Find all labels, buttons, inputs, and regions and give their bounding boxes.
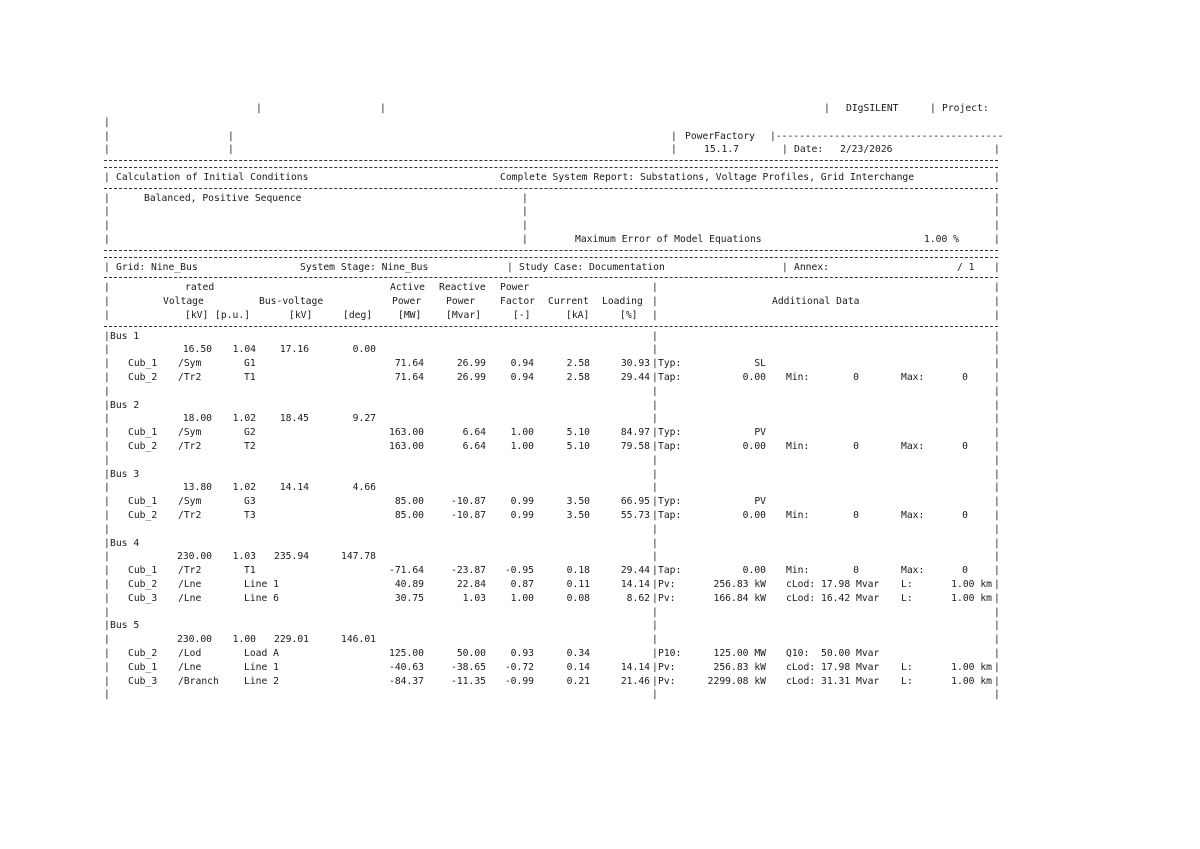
cubicle: Cub_2 — [128, 578, 158, 590]
divider — [104, 247, 1004, 254]
calc-title-line: | Calculation of Initial Conditions Complete System Report: Substations, Voltage Profiles, Grid Interchange | — [104, 171, 1000, 183]
current: 0.11 — [566, 578, 590, 590]
table-row: | Cub_2 /Tr2 T1 71.64 26.99 0.94 2.58 29.44 | Tap: 0.00 Min: 0 Max: 0 | — [104, 371, 1000, 383]
reactive-power: 22.84 — [456, 578, 486, 590]
active-power: 71.64 — [394, 371, 424, 383]
project-label: Project: — [942, 103, 989, 114]
element-class: /Lne — [178, 661, 202, 673]
divider — [104, 274, 1004, 281]
report-title: Complete System Report: Substations, Voltage Profiles, Grid Interchange — [500, 171, 915, 183]
table-row: | Cub_1 /Lne Line 1 -40.63 -38.65 -0.72 0.14 14.14 | Pv: 256.83 kW cLod: 17.98 Mvar L: 1.00 km | — [104, 661, 1000, 673]
additional-field-2: L: — [901, 592, 913, 604]
reactive-power: -38.65 — [451, 661, 486, 673]
additional-value: 0.00 — [742, 565, 766, 577]
loading: 30.93 — [620, 358, 650, 370]
voltage-pu: 1.02 — [232, 482, 256, 494]
spacer-line: | | | — [104, 606, 1000, 618]
element-name: G2 — [244, 427, 256, 439]
element-name: Line 2 — [244, 675, 279, 687]
voltage-kv: 235.94 — [274, 551, 309, 563]
element-class: /Branch — [178, 675, 219, 687]
cubicle: Cub_1 — [128, 661, 158, 673]
grid-line: | Grid: Nine_Bus System Stage: Nine_Bus | Study Case: Documentation | Annex: / 1 | — [104, 261, 1000, 273]
additional-field-2: L: — [901, 675, 913, 687]
current: 0.14 — [566, 661, 590, 673]
loading: 55.73 — [620, 509, 650, 521]
additional-label: Typ: — [658, 496, 682, 508]
voltage-pu: 1.00 — [232, 634, 256, 646]
loading: 14.14 — [620, 578, 650, 590]
bus-name-line: | Bus 3 | | — [104, 468, 1000, 480]
bus-name-line: | Bus 1 | | — [104, 330, 1000, 342]
loading: 29.44 — [620, 371, 650, 383]
current: 0.08 — [566, 592, 590, 604]
additional-min-value: 0 — [853, 565, 859, 577]
reactive-power: 26.99 — [456, 358, 486, 370]
additional-min-value: 0 — [853, 440, 859, 452]
rated-voltage: 230.00 — [177, 634, 212, 646]
active-power: 30.75 — [394, 592, 424, 604]
system-stage: System Stage: Nine_Bus — [300, 261, 429, 273]
cubicle: Cub_1 — [128, 427, 158, 439]
product-name: PowerFactory — [685, 130, 755, 142]
element-name: Line 1 — [244, 578, 279, 590]
element-name: Line 1 — [244, 661, 279, 673]
table-row: | Cub_2 /Tr2 T3 85.00 -10.87 0.99 3.50 55.73 | Tap: 0.00 Min: 0 Max: 0 | — [104, 509, 1000, 521]
bus-voltage-line: | 230.00 1.03 235.94 147.78 | | — [104, 551, 1000, 563]
element-name: T2 — [244, 440, 256, 452]
additional-value: 0.00 — [742, 371, 766, 383]
active-power: 125.00 — [389, 647, 424, 659]
product-version: 15.1.7 — [704, 144, 739, 156]
additional-data-header: Additional Data — [772, 296, 860, 308]
additional-value: 166.84 kW — [713, 592, 766, 604]
power-factor: 0.94 — [510, 371, 534, 383]
max-error-label: Maximum Error of Model Equations — [575, 234, 762, 246]
additional-max-value: 0 — [962, 371, 968, 383]
power-factor: 0.99 — [510, 509, 534, 521]
line-length: 1.00 km — [951, 661, 992, 673]
reactive-power: 26.99 — [456, 371, 486, 383]
element-name: G1 — [244, 358, 256, 370]
reactive-power: 6.64 — [462, 427, 486, 439]
cubicle: Cub_1 — [128, 358, 158, 370]
voltage-pu: 1.04 — [232, 344, 256, 356]
additional-field: cLod: 17.98 Mvar — [786, 661, 880, 673]
bus-name: Bus 4 — [110, 537, 140, 549]
grid-name: Grid: Nine_Bus — [116, 261, 198, 273]
bus-name: Bus 2 — [110, 399, 140, 411]
reactive-power: 6.64 — [462, 440, 486, 452]
rated-voltage: 16.50 — [182, 344, 212, 356]
rated-voltage: 230.00 — [177, 551, 212, 563]
additional-min-value: 0 — [853, 371, 859, 383]
divider — [104, 185, 1004, 192]
voltage-angle: 9.27 — [352, 413, 376, 425]
element-class: /Tr2 — [178, 565, 202, 577]
spacer-line: | | | — [104, 454, 1000, 466]
power-factor: -0.72 — [504, 661, 534, 673]
current: 0.18 — [566, 565, 590, 577]
cubicle: Cub_2 — [128, 647, 158, 659]
line-length: 1.00 km — [951, 578, 992, 590]
loading: 14.14 — [620, 661, 650, 673]
table-row: | Cub_3 /Lne Line 6 30.75 1.03 1.00 0.08 8.62 | Pv: 166.84 kW cLod: 16.42 Mvar L: 1.00 km | — [104, 592, 1000, 604]
additional-value: 256.83 kW — [713, 578, 766, 590]
cubicle: Cub_3 — [128, 592, 158, 604]
additional-field: Min: — [786, 565, 810, 577]
line-length: 1.00 km — [951, 675, 992, 687]
additional-label: Pv: — [658, 661, 676, 673]
current: 2.58 — [566, 371, 590, 383]
element-name: Load A — [244, 647, 279, 659]
additional-field-2: Max: — [901, 371, 925, 383]
additional-label: Tap: — [658, 371, 682, 383]
element-class: /Lod — [178, 647, 202, 659]
voltage-angle: 147.78 — [341, 551, 376, 563]
additional-max-value: 0 — [962, 565, 968, 577]
additional-max-value: 0 — [962, 440, 968, 452]
divider — [104, 164, 1004, 171]
element-class: /Tr2 — [178, 509, 202, 521]
additional-max-value: 0 — [962, 509, 968, 521]
element-name: T1 — [244, 565, 256, 577]
additional-value: 256.83 kW — [713, 661, 766, 673]
header-line-1: | | | DIgSILENT | Project: — [256, 103, 989, 114]
loading: 66.95 — [620, 496, 650, 508]
additional-field-2: L: — [901, 661, 913, 673]
divider — [104, 254, 1004, 261]
current: 5.10 — [566, 440, 590, 452]
rated-voltage: 18.00 — [182, 413, 212, 425]
bus-voltage-line: | 16.50 1.04 17.16 0.00 | | — [104, 344, 1000, 356]
additional-label: Tap: — [658, 565, 682, 577]
current: 3.50 — [566, 509, 590, 521]
header-line-4: | | | 15.1.7 | Date: 2/23/2026 | — [104, 144, 1000, 156]
vendor-name: DIgSILENT — [846, 103, 899, 114]
study-case: Study Case: Documentation — [519, 261, 665, 273]
active-power: 40.89 — [394, 578, 424, 590]
element-class: /Tr2 — [178, 440, 202, 452]
additional-field: cLod: 31.31 Mvar — [786, 675, 880, 687]
table-row: | Cub_1 /Sym G1 71.64 26.99 0.94 2.58 30.93 | Typ: SL | — [104, 358, 1000, 370]
active-power: -84.37 — [389, 675, 424, 687]
current: 3.50 — [566, 496, 590, 508]
column-header-line-2: | Voltage Bus-voltage Power Power Factor Current Loading | Additional Data | — [104, 296, 1000, 308]
table-row: | Cub_1 /Tr2 T1 -71.64 -23.87 -0.95 0.18 29.44 | Tap: 0.00 Min: 0 Max: 0 | — [104, 565, 1000, 577]
reactive-power: -10.87 — [451, 509, 486, 521]
loading: 8.62 — [626, 592, 650, 604]
voltage-pu: 1.02 — [232, 413, 256, 425]
bus-name: Bus 1 — [110, 330, 140, 342]
rated-voltage: 13.80 — [182, 482, 212, 494]
additional-value: PV — [754, 496, 766, 508]
additional-field-2: Max: — [901, 565, 925, 577]
active-power: 163.00 — [389, 440, 424, 452]
spacer-line: | | | — [104, 385, 1000, 397]
annex-label: Annex: — [794, 261, 829, 273]
active-power: 85.00 — [394, 496, 424, 508]
additional-value: 2299.08 kW — [707, 675, 766, 687]
power-factor: 1.00 — [510, 592, 534, 604]
element-class: /Sym — [178, 358, 202, 370]
table-row: | Cub_2 /Lod Load A 125.00 50.00 0.93 0.34 | P10: 125.00 MW Q10: 50.00 Mvar | — [104, 647, 1000, 659]
additional-label: Tap: — [658, 440, 682, 452]
spacer-line: | | | — [104, 523, 1000, 535]
bus-voltage-line: | 13.80 1.02 14.14 4.66 | | — [104, 482, 1000, 494]
table-row: | Cub_1 /Sym G2 163.00 6.64 1.00 5.10 84.97 | Typ: PV | — [104, 427, 1000, 439]
column-units-line: | [kV] [p.u.] [kV] [deg] [MW] [Mvar] [-] [kA] [%] | | — [104, 309, 1000, 321]
calc-title: Calculation of Initial Conditions — [116, 171, 309, 183]
bus-table — [104, 330, 1004, 703]
element-name: G3 — [244, 496, 256, 508]
additional-value: 0.00 — [742, 509, 766, 521]
column-header-line-1: | rated Active Reactive Power | | — [104, 282, 1000, 294]
element-name: T3 — [244, 509, 256, 521]
power-factor: 0.99 — [510, 496, 534, 508]
additional-field-2: Max: — [901, 509, 925, 521]
loading: 29.44 — [620, 565, 650, 577]
system-report: | | | DIgSILENT | Project: | | | | PowerFactory |--------------------------------------- | | | 15.1.7 | Date: 2/23/2026 | | Calculation of Initial Conditions Complete System Report: Substations, Voltage Profiles, Grid Interchange | | Balanced, Positive Sequence | | | | | | | | | | Maximum Error of Model Equations 1.00 % | | Grid: Nine_Bus System Stage: Nine_Bus | Study Case: Documentation | Annex: / 1 | | rated Active Reactive Power | | | Voltage Bus-voltage Power Power Factor Current Loading | Additional Data | | [kV] [p.u.] [kV] [deg] [MW] [Mvar] [-] [kA] [%] | | | Bus 1 | | | 16.50 1.04 17.16 0.00 | | | Cub_1 /Sym G1 71.64 26.99 0.94 2.58 30.93 | Typ: SL | | Cub_2 /Tr2 T1 71.64 26.99 0.94 2.58 29.44 | Tap: 0.00 Min: 0 Max: 0 | | | | | Bus 2 | | | 18.00 1.02 18.45 9.27 | | | Cub_1 /Sym G2 163.00 6.64 1.00 5.10 84.97 | Typ: PV | | Cub_2 /Tr2 T2 163.00 6.64 1.00 5.10 79.58 | Tap: 0.00 Min: 0 Max: 0 | | | | | Bus 3 | | | 13.80 1.02 14.14 4.66 | | | Cub_1 /Sym G3 85.00 -10.87 0.99 3.50 66.95 | Typ: PV | | Cub_2 /Tr2 T3 85.00 -10.87 0.99 3.50 55.73 | Tap: 0.00 Min: 0 Max: 0 | | | | | Bus 4 | | | 230.00 1.03 235.94 147.78 | | | Cub_1 /Tr2 T1 -71.64 -23.87 -0.95 0.18 29.44 | Tap: 0.00 Min: 0 Max: 0 | | Cub_2 /Lne Line 1 40.89 22.84 0.87 0.11 14.14 | Pv: 256.83 kW cLod: 17.98 Mvar L: 1.00 km | | Cub_3 /Lne Line 6 30.75 1.03 1.00 0.08 8.62 | Pv: 166.84 kW cLod: 16.42 Mvar L: 1.00 km | | | | | Bus 5 | | | 230.00 1.00 229.01 146.01 | | | Cub_2 /Lod Load A 125.00 50.00 0.93 0.34 | P10: 125.00 MW Q10: 50.00 Mvar | | Cub_1 /Lne Line 1 -40.63 -38.65 -0.72 0.14 14.14 | Pv: 256.83 kW cLod: 17.98 Mvar L: 1.00 km | | Cub_3 /Branch Line 2 -84.37 -11.35 -0.99 0.21 21.46 | Pv: 2299.08 kW cLod: 31.31 Mvar L: 1.00 km | | | | — [104, 103, 1004, 701]
table-row: | Cub_1 /Sym G3 85.00 -10.87 0.99 3.50 66.95 | Typ: PV | — [104, 496, 1000, 508]
voltage-angle: 4.66 — [352, 482, 376, 494]
power-factor: 0.87 — [510, 578, 534, 590]
element-class: /Sym — [178, 496, 202, 508]
bus-name-line: | Bus 4 | | — [104, 537, 1000, 549]
additional-field: Min: — [786, 509, 810, 521]
bus-name-line: | Bus 2 | | — [104, 399, 1000, 411]
active-power: 71.64 — [394, 358, 424, 370]
loading: 21.46 — [620, 675, 650, 687]
active-power: -40.63 — [389, 661, 424, 673]
cubicle: Cub_2 — [128, 371, 158, 383]
max-error-value: 1.00 % — [924, 234, 959, 246]
element-class: /Lne — [178, 592, 202, 604]
active-power: -71.64 — [389, 565, 424, 577]
current: 5.10 — [566, 427, 590, 439]
voltage-pu: 1.03 — [232, 551, 256, 563]
element-class: /Lne — [178, 578, 202, 590]
additional-label: Typ: — [658, 358, 682, 370]
voltage-angle: 0.00 — [352, 344, 376, 356]
divider — [104, 323, 1004, 330]
power-factor: -0.99 — [504, 675, 534, 687]
spacer-line: | | | — [104, 689, 1000, 701]
additional-field: cLod: 17.98 Mvar — [786, 578, 880, 590]
divider — [104, 157, 1004, 164]
reactive-power: -10.87 — [451, 496, 486, 508]
cubicle: Cub_2 — [128, 509, 158, 521]
cubicle: Cub_3 — [128, 675, 158, 687]
additional-field: Q10: 50.00 Mvar — [786, 647, 880, 659]
active-power: 163.00 — [389, 427, 424, 439]
reactive-power: -23.87 — [451, 565, 486, 577]
additional-field: cLod: 16.42 Mvar — [786, 592, 880, 604]
additional-value: 125.00 MW — [713, 647, 766, 659]
additional-min-value: 0 — [853, 509, 859, 521]
date-label: Date: — [794, 144, 824, 156]
additional-field-2: Max: — [901, 440, 925, 452]
current: 0.21 — [566, 675, 590, 687]
header-line-3: | | | PowerFactory |--------------------------------------- — [104, 130, 1004, 142]
additional-value: PV — [754, 427, 766, 439]
additional-label: Typ: — [658, 427, 682, 439]
cubicle: Cub_2 — [128, 440, 158, 452]
bus-name-line: | Bus 5 | | — [104, 620, 1000, 632]
additional-value: 0.00 — [742, 440, 766, 452]
reactive-power: 50.00 — [456, 647, 486, 659]
element-name: Line 6 — [244, 592, 279, 604]
table-row: | Cub_3 /Branch Line 2 -84.37 -11.35 -0.99 0.21 21.46 | Pv: 2299.08 kW cLod: 31.31 Mvar L: 1.00 km | — [104, 675, 1000, 687]
bus-voltage-line: | 18.00 1.02 18.45 9.27 | | — [104, 413, 1000, 425]
calculation-mode: Balanced, Positive Sequence — [144, 192, 302, 204]
additional-label: Pv: — [658, 592, 676, 604]
power-factor: 0.94 — [510, 358, 534, 370]
additional-label: Pv: — [658, 675, 676, 687]
bus-name: Bus 3 — [110, 468, 140, 480]
voltage-kv: 14.14 — [279, 482, 309, 494]
table-row: | Cub_2 /Lne Line 1 40.89 22.84 0.87 0.11 14.14 | Pv: 256.83 kW cLod: 17.98 Mvar L: 1.00 km | — [104, 578, 1000, 590]
current: 0.34 — [566, 647, 590, 659]
voltage-kv: 229.01 — [274, 634, 309, 646]
element-class: /Sym — [178, 427, 202, 439]
element-class: /Tr2 — [178, 371, 202, 383]
page-number: / 1 — [957, 261, 975, 273]
additional-value: SL — [754, 358, 766, 370]
loading: 79.58 — [620, 440, 650, 452]
bus-name: Bus 5 — [110, 620, 140, 632]
voltage-angle: 146.01 — [341, 634, 376, 646]
additional-label: P10: — [658, 647, 682, 659]
bus-voltage-line: | 230.00 1.00 229.01 146.01 | | — [104, 634, 1000, 646]
additional-field: Min: — [786, 371, 810, 383]
line-length: 1.00 km — [951, 592, 992, 604]
additional-field-2: L: — [901, 578, 913, 590]
report-date: 2/23/2026 — [840, 144, 893, 156]
current: 2.58 — [566, 358, 590, 370]
cubicle: Cub_1 — [128, 496, 158, 508]
power-factor: -0.95 — [504, 565, 534, 577]
additional-label: Tap: — [658, 509, 682, 521]
loading: 84.97 — [620, 427, 650, 439]
reactive-power: 1.03 — [462, 592, 486, 604]
voltage-kv: 17.16 — [279, 344, 309, 356]
table-row: | Cub_2 /Tr2 T2 163.00 6.64 1.00 5.10 79.58 | Tap: 0.00 Min: 0 Max: 0 | — [104, 440, 1000, 452]
power-factor: 0.93 — [510, 647, 534, 659]
power-factor: 1.00 — [510, 440, 534, 452]
cubicle: Cub_1 — [128, 565, 158, 577]
element-name: T1 — [244, 371, 256, 383]
active-power: 85.00 — [394, 509, 424, 521]
reactive-power: -11.35 — [451, 675, 486, 687]
voltage-kv: 18.45 — [279, 413, 309, 425]
additional-label: Pv: — [658, 578, 676, 590]
power-factor: 1.00 — [510, 427, 534, 439]
additional-field: Min: — [786, 440, 810, 452]
